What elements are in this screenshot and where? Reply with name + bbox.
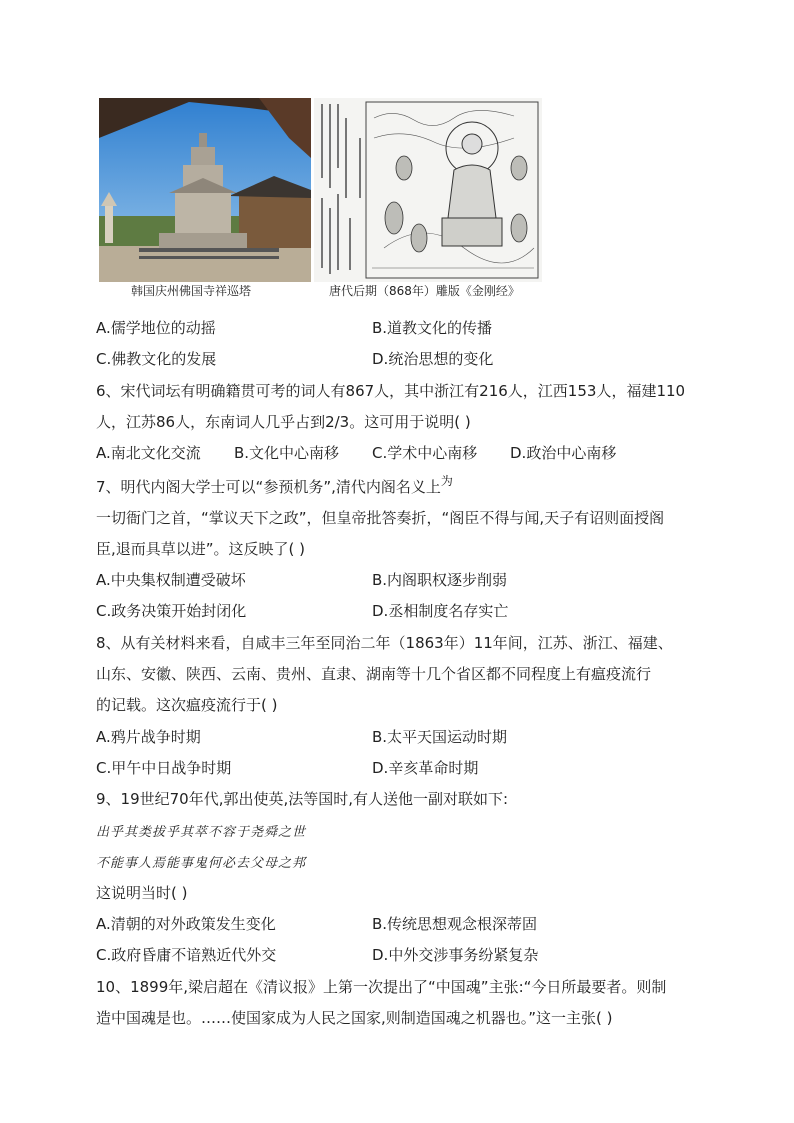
q8-stem-line2: 山东、安徽、陕西、云南、贵州、直隶、湖南等十几个省区都不同程度上有瘟疫流行: [96, 665, 652, 683]
q7-stem-small-char: 为: [440, 474, 453, 488]
q6-option-c: C.学术中心南移: [372, 444, 478, 462]
q8-option-b: B.太平天国运动时期: [372, 728, 508, 746]
q7-stem-line1: [96, 474, 453, 498]
q9-stem-line2: 这说明当时( ): [96, 884, 188, 902]
q5-option-b: B.道教文化的传播: [372, 319, 493, 337]
q5-option-a: A.儒学地位的动摇: [96, 319, 216, 337]
q7-option-a: A.中央集权制遭受破坏: [96, 571, 246, 589]
q10-stem-line1: 10、1899年,梁启超在《清议报》上第一次提出了“中国魂”主张:“今日所最要者。则制: [96, 978, 667, 996]
q7-stem-text: 7、明代内阁大学士可以“参预机务”,清代内阁名义上: [96, 478, 441, 496]
q8-option-a: A.鸦片战争时期: [96, 728, 201, 746]
q9-option-d: D.中外交涉事务纷紧复杂: [372, 946, 539, 964]
pagoda-photo: [99, 98, 311, 282]
q9-option-c: C.政府昏庸不谙熟近代外交: [96, 946, 277, 964]
q9-option-b: B.传统思想观念根深蒂固: [372, 915, 538, 933]
q9-stem-line1: 9、19世纪70年代,郭出使英,法等国时,有人送他一副对联如下:: [96, 790, 509, 808]
q10-stem-line2: 造中国魂是也。……使国家成为人民之国家,则制造国魂之机器也。”这一主张( ): [96, 1009, 613, 1027]
q8-option-c: C.甲午中日战争时期: [96, 759, 232, 777]
diamond-sutra-print: [314, 98, 542, 282]
q6-stem-line2: 人，江苏86人，东南词人几乎占到2/3。这可用于说明( ): [96, 413, 471, 431]
q5-option-c: C.佛教文化的发展: [96, 350, 217, 368]
left-figure-caption: 韩国庆州佛国寺祥巡塔: [131, 284, 252, 298]
q8-option-d: D.辛亥革命时期: [372, 759, 479, 777]
q9-couplet-lower: 不能事人焉能事鬼何必去父母之邦: [96, 856, 307, 871]
q5-option-d: D.统治思想的变化: [372, 350, 494, 368]
q7-option-d: D.丞相制度名存实亡: [372, 602, 509, 620]
q8-stem-line3: 的记载。这次瘟疫流行于( ): [96, 696, 278, 714]
q6-option-b: B.文化中心南移: [234, 444, 340, 462]
q7-option-b: B.内阁职权逐步削弱: [372, 571, 508, 589]
q9-couplet-upper: 出乎其类拔乎其萃不容于尧舜之世: [96, 825, 307, 840]
q8-stem-line1: 8、从有关材料来看，自咸丰三年至同治二年（1863年）11年间，江苏、浙江、福建、: [96, 634, 673, 652]
q7-stem-line2: 一切衙门之首，“掌议天下之政”，但皇帝批答奏折，“阁臣不得与闻,天子有诏则面授阁: [96, 509, 665, 527]
right-figure-caption: 唐代后期（868年）雕版《金刚经》: [329, 284, 520, 298]
q7-stem-line3: 臣,退而具草以进”。这反映了( ): [96, 540, 306, 558]
q6-option-a: A.南北文化交流: [96, 444, 201, 462]
q7-option-c: C.政务决策开始封闭化: [96, 602, 247, 620]
q9-option-a: A.清朝的对外政策发生变化: [96, 915, 276, 933]
q6-stem-line1: 6、宋代词坛有明确籍贯可考的词人有867人，其中浙江有216人，江西153人，福建110: [96, 382, 686, 400]
q6-option-d: D.政治中心南移: [510, 444, 617, 462]
